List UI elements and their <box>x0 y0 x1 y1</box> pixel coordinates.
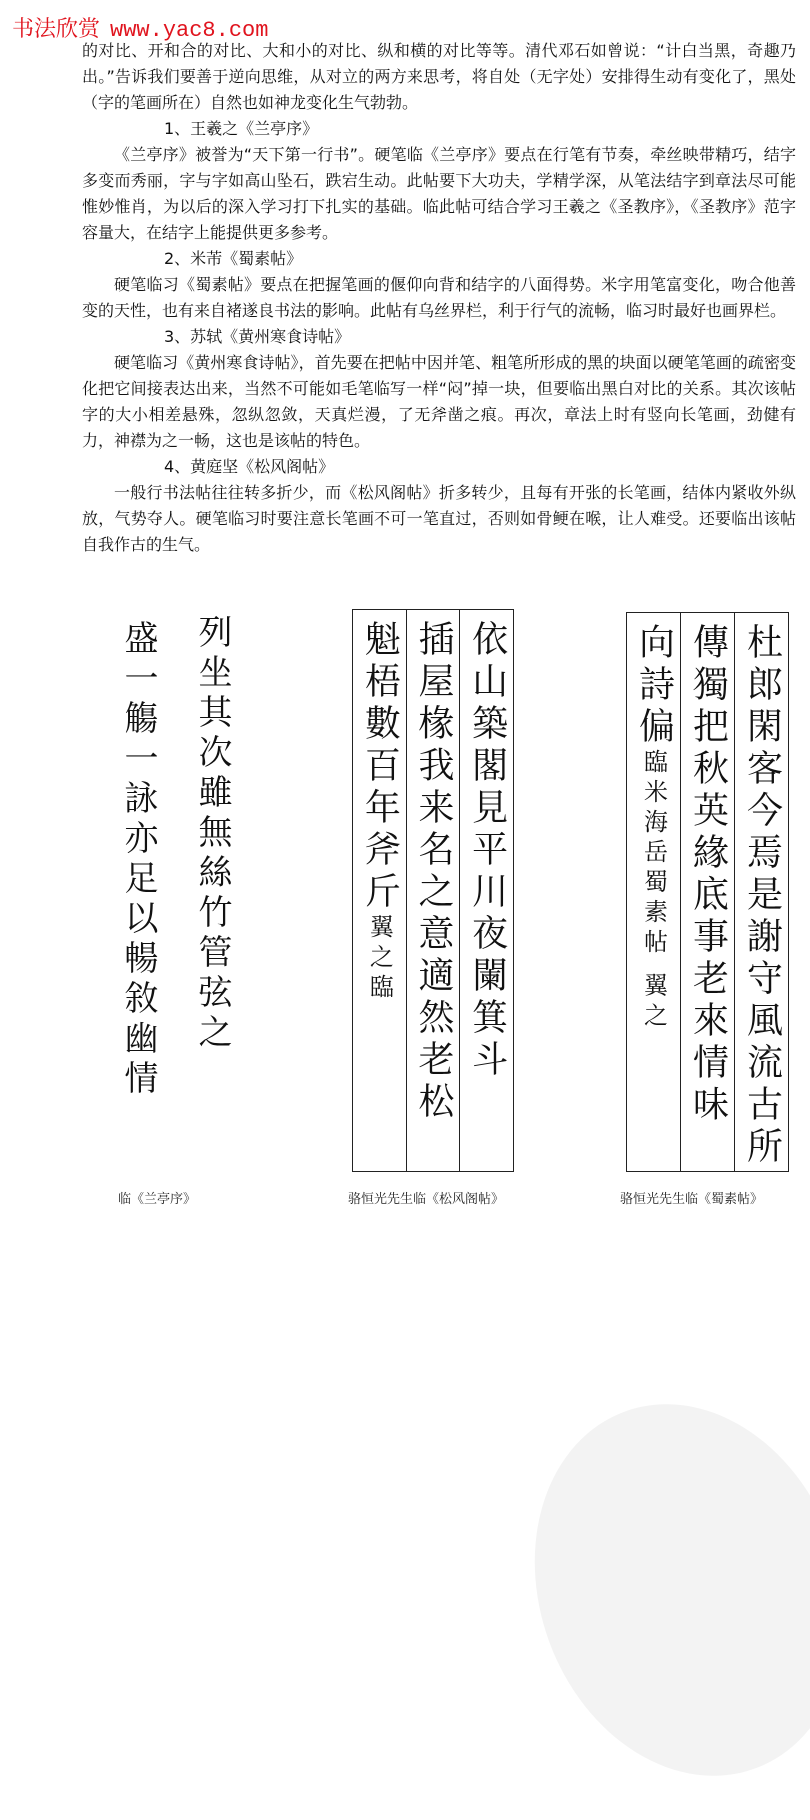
section-heading-shusu: 2、米芾《蜀素帖》 <box>164 249 303 268</box>
songfengge-column-3 <box>353 610 406 1171</box>
shusu-text-3: 向詩偏 <box>633 623 675 749</box>
section-body-hanshi: 硬笔临习《黄州寒食诗帖》，首先要在把帖中因并笔、粗笔所形成的黑的块面以硬笔笔画的疏密变化把它间接表达出来，当然不可能如毛笔临写一样“闷”掉一块，但要临出黑白对比的关系。其次该帖字的大小相差悬殊，忽纵忽敛，天真烂漫，了无斧凿之痕。再次，章法上时有竖向长笔画，劲健有力，神襟为之一畅，这也是该帖的特色。 <box>82 353 796 450</box>
shusu-signature: 臨米海岳蜀素帖 翼之 <box>639 749 668 1033</box>
site-name: 书法欣赏 <box>12 17 101 42</box>
section-body-shusu: 硬笔临习《蜀素帖》要点在把握笔画的偃仰向背和结字的八面得势。米字用笔富变化，吻合他善变的天性，也有来自褚遂良书法的影响。此帖有乌丝界栏，利于行气的流畅，临习时最好也画界栏。 <box>82 275 796 320</box>
songfengge-signature: 翼之臨 <box>365 914 394 1004</box>
songfengge-text-3: 魁梧數百年斧斤 <box>359 620 401 914</box>
songfengge-column-2 <box>406 610 460 1171</box>
songfengge-text-1: 依山築閣見平川夜闌箕斗 <box>466 620 508 1082</box>
shusu-column-3 <box>627 613 680 1171</box>
shusu-column-2 <box>680 613 734 1171</box>
shusu-text-1: 杜郎閑客今焉是謝守風流古所 <box>741 623 783 1169</box>
section-heading-lanting: 1、王羲之《兰亭序》 <box>164 119 319 138</box>
lanting-column-2: 盛一觴一詠亦足以暢敘幽情 <box>118 620 158 1100</box>
calligraphy-figures <box>0 600 810 1220</box>
caption-songfengge: 骆恒光先生临《松风阁帖》 <box>348 1192 505 1207</box>
intro-paragraph: 的对比、开和合的对比、大和小的对比、纵和横的对比等等。清代邓石如曾说：“计白当黑，奇趣乃出。”告诉我们要善于逆向思维，从对立的两方来思考，将自处（无字处）安排得生动有变化了，黑处（字的笔画所在）自然也如神龙变化生气勃勃。 <box>82 41 796 112</box>
section-body-lanting: 《兰亭序》被誉为“天下第一行书”。硬笔临《兰亭序》要点在行笔有节奏，牵丝映带精巧，结字多变而秀丽，字与字如高山坠石，跌宕生动。此帖要下大功夫，学精学深，从笔法结字到章法尽可能惟妙惟肖，为以后的深入学习打下扎实的基础。临此帖可结合学习王羲之《圣教序》，《圣教序》范字容量大，在结字上能提供更多参考。 <box>82 145 796 242</box>
article-body <box>82 38 796 558</box>
figure-songfengge <box>352 609 514 1172</box>
site-url: www.yac8.com <box>110 18 269 43</box>
shusu-column-1 <box>734 613 788 1171</box>
section-heading-songfengge: 4、黄庭坚《松风阁帖》 <box>164 457 335 476</box>
songfengge-column-1 <box>459 610 513 1171</box>
caption-lanting: 临《兰亭序》 <box>118 1192 197 1207</box>
lanting-column-1: 列坐其次雖無絲竹管弦之 <box>192 614 232 1054</box>
section-heading-hanshi: 3、苏轼《黄州寒食诗帖》 <box>164 327 351 346</box>
caption-shusu: 骆恒光先生临《蜀素帖》 <box>620 1192 764 1207</box>
songfengge-text-2: 插屋椽我来名之意適然老松 <box>413 620 454 1124</box>
figure-shusu <box>626 612 789 1172</box>
shusu-text-2: 傳獨把秋英緣底事老來情味 <box>687 623 729 1127</box>
section-body-songfengge: 一般行书法帖往往转多折少，而《松风阁帖》折多转少，且每有开张的长笔画，结体内紧收外纵放，气势夺人。硬笔临习时要注意长笔画不可一笔直过，否则如骨鲠在喉，让人难受。还要临出该帖自我作古的生气。 <box>82 483 796 554</box>
seal-watermark <box>484 1360 810 1820</box>
